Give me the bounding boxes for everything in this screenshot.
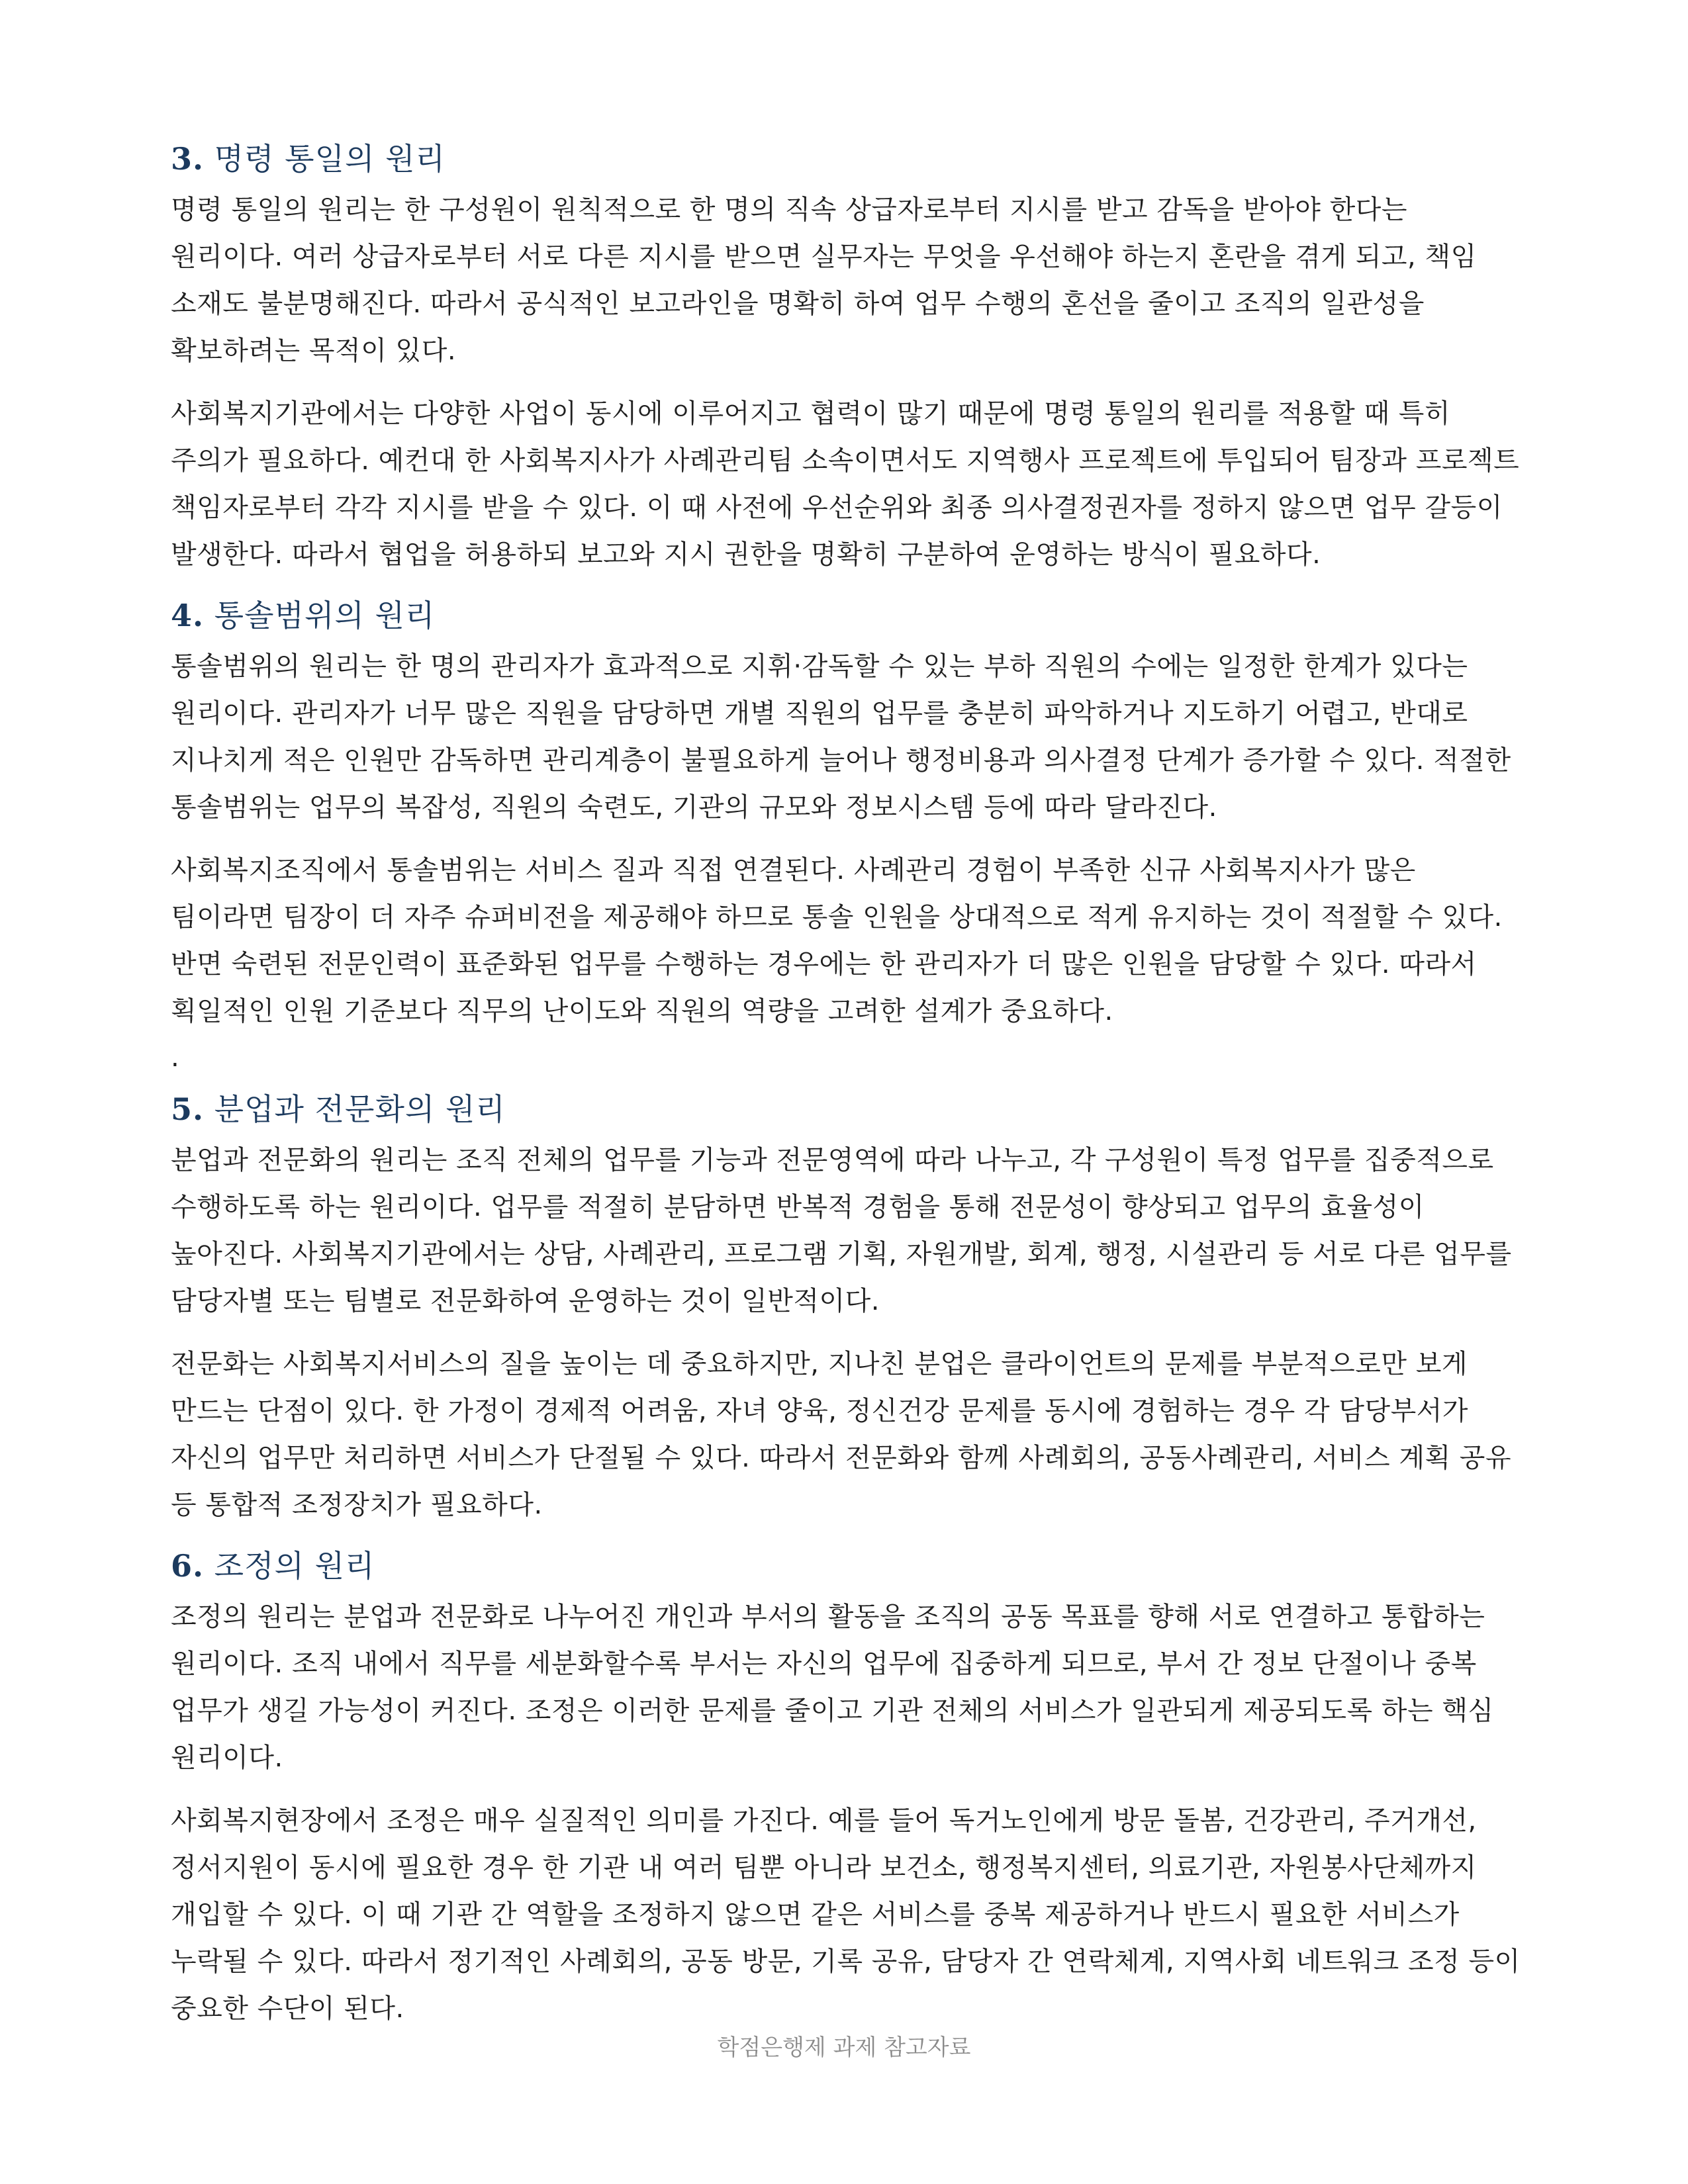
section-title: 명령 통일의 원리 xyxy=(214,141,445,177)
paragraph: 통솔범위의 원리는 한 명의 관리자가 효과적으로 지휘·감독할 수 있는 부하 직원의 수에는 일정한 한계가 있다는 원리이다. 관리자가 너무 많은 직원을 담당하면 개별 직원의 업무를 충분히 파악하거나 지도하기 어렵고, 반대로 지나치게 적은 인원만 감독하면 관리계층이 불필요하게 늘어나 행정비용과 의사결정 단계가 증가할 수 있다. 적절한 통솔범위는 업무의 복잡성, 직원의 숙련도, 기관의 규모와 정보시스템 등에 따라 달라진다. xyxy=(171,651,1511,823)
section-title: 분업과 전문화의 원리 xyxy=(214,1091,506,1127)
paragraph: 사회복지현장에서 조정은 매우 실질적인 의미를 가진다. 예를 들어 독거노인에게 방문 돌봄, 건강관리, 주거개선, 정서지원이 동시에 필요한 경우 한 기관 내 여러 팀뿐 아니라 보건소, 행정복지센터, 의료기관, 자원봉사단체까지 개입할 수 있다. 이 때 기관 간 역할을 조정하지 않으면 같은 서비스를 중복 제공하거나 반드시 필요한 서비스가 누락될 수 있다. 따라서 정기적인 사례회의, 공동 방문, 기록 공유, 담당자 간 연락체계, 지역사회 네트워크 조정 등이 중요한 수단이 된다. xyxy=(171,1805,1521,2024)
section-title: 조정의 원리 xyxy=(214,1548,375,1584)
section-command-unity xyxy=(171,139,1521,578)
section-title: 통솔범위의 원리 xyxy=(214,598,436,633)
section-heading xyxy=(171,1546,1521,1586)
section-number: 4. xyxy=(171,598,205,633)
section-number: 5. xyxy=(171,1091,205,1127)
paragraph: 조정의 원리는 분업과 전문화로 나누어진 개인과 부서의 활동을 조직의 공동 목표를 향해 서로 연결하고 통합하는 원리이다. 조직 내에서 직무를 세분화할수록 부서는 자신의 업무에 집중하게 되므로, 부서 간 정보 단절이나 중복 업무가 생길 가능성이 커진다. 조정은 이러한 문제를 줄이고 기관 전체의 서비스가 일관되게 제공되도록 하는 핵심 원리이다. xyxy=(171,1602,1494,1773)
section-span-of-control xyxy=(171,596,1521,1071)
section-heading xyxy=(171,596,1521,635)
section-number: 3. xyxy=(171,141,205,177)
paragraph: 분업과 전문화의 원리는 조직 전체의 업무를 기능과 전문영역에 따라 나누고, 각 구성원이 특정 업무를 집중적으로 수행하도록 하는 원리이다. 업무를 적절히 분담하면 반복적 경험을 통해 전문성이 향상되고 업무의 효율성이 높아진다. 사회복지기관에서는 상담, 사례관리, 프로그램 기획, 자원개발, 회계, 행정, 시설관리 등 서로 다른 업무를 담당자별 또는 팀별로 전문화하여 운영하는 것이 일반적이다. xyxy=(171,1145,1512,1316)
paragraph: 전문화는 사회복지서비스의 질을 높이는 데 중요하지만, 지나친 분업은 클라이언트의 문제를 부분적으로만 보게 만드는 단점이 있다. 한 가정이 경제적 어려움, 자녀 양육, 정신건강 문제를 동시에 경험하는 경우 각 담당부서가 자신의 업무만 처리하면 서비스가 단절될 수 있다. 따라서 전문화와 함께 사례회의, 공동사례관리, 서비스 계획 공유 등 통합적 조정장치가 필요하다. xyxy=(171,1349,1512,1520)
paragraph: 사회복지기관에서는 다양한 사업이 동시에 이루어지고 협력이 많기 때문에 명령 통일의 원리를 적용할 때 특히 주의가 필요하다. 예컨대 한 사회복지사가 사례관리팀 소속이면서도 지역행사 프로젝트에 투입되어 팀장과 프로젝트 책임자로부터 각각 지시를 받을 수 있다. 이 때 사전에 우선순위와 최종 의사결정권자를 정하지 않으면 업무 갈등이 발생한다. 따라서 협업을 허용하되 보고와 지시 권한을 명확히 구분하여 운영하는 방식이 필요하다. xyxy=(171,398,1520,570)
section-number: 6. xyxy=(171,1548,205,1584)
paragraph: 명령 통일의 원리는 한 구성원이 원칙적으로 한 명의 직속 상급자로부터 지시를 받고 감독을 받아야 한다는 원리이다. 여러 상급자로부터 서로 다른 지시를 받으면 실무자는 무엇을 우선해야 하는지 혼란을 겪게 되고, 책임 소재도 불분명해진다. 따라서 공식적인 보고라인을 명확히 하여 업무 수행의 혼선을 줄이고 조직의 일관성을 확보하려는 목적이 있다. xyxy=(171,195,1477,366)
section-specialization xyxy=(171,1089,1521,1529)
page-footer: 학점은행제 과제 참고자료 xyxy=(717,2034,971,2061)
paragraph: 사회복지조직에서 통솔범위는 서비스 질과 직접 연결된다. 사례관리 경험이 부족한 신규 사회복지사가 많은 팀이라면 팀장이 더 자주 슈퍼비전을 제공해야 하므로 통솔 인원을 상대적으로 적게 유지하는 것이 적절할 수 있다. 반면 숙련된 전문인력이 표준화된 업무를 수행하는 경우에는 한 관리자가 더 많은 인원을 담당할 수 있다. 따라서 획일적인 인원 기준보다 직무의 난이도와 직원의 역량을 고려한 설계가 중요하다. xyxy=(171,855,1503,1026)
section-heading xyxy=(171,1089,1521,1129)
section-coordination xyxy=(171,1546,1521,2032)
trailing-mark: . xyxy=(171,1042,179,1073)
document-body xyxy=(171,139,1521,2048)
section-heading xyxy=(171,139,1521,179)
